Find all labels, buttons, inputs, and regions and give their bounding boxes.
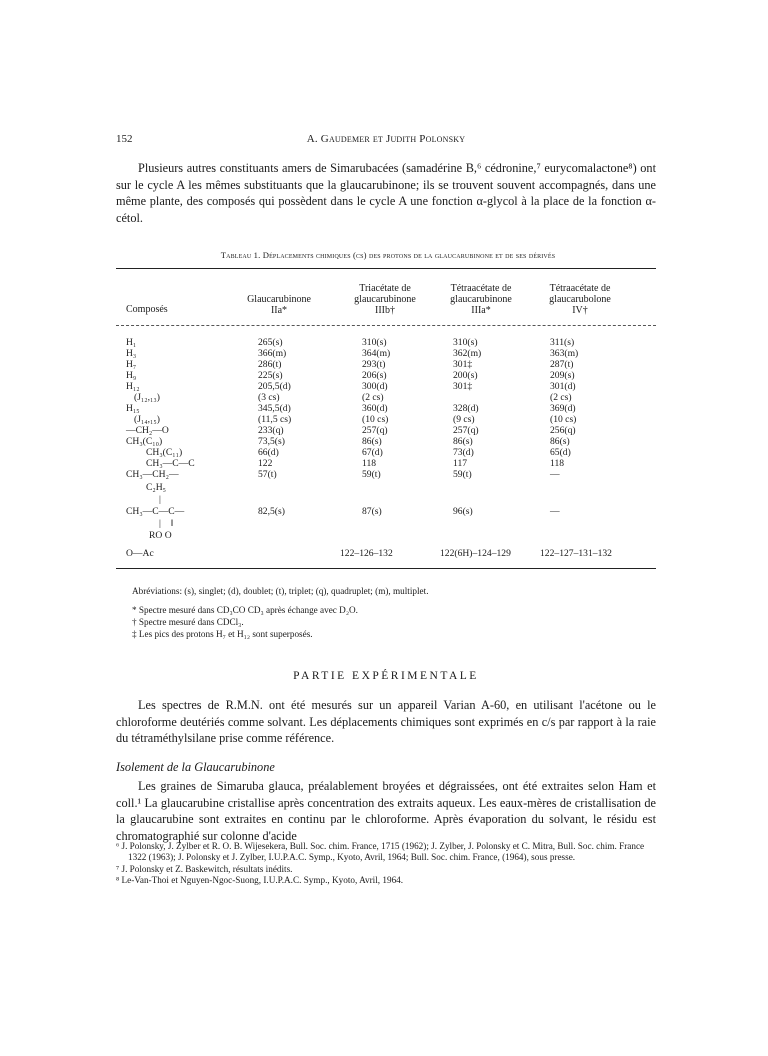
table-row: (J₁₂,₁₃) (3 cs) (2 cs) (2 cs): [134, 392, 572, 403]
table-row: H₇ 286(t) 293(t) 301‡ 287(t): [126, 359, 574, 370]
table-row: CH₃—CH₂— 57(t) 59(t) 59(t) —: [126, 469, 560, 480]
table-bottom-rule: [116, 568, 656, 569]
table-footnote: ‡ Les pics des protons H₇ et H₁₂ sont superposés.: [132, 629, 313, 639]
references: [116, 841, 656, 887]
reference-item: ⁸ Le-Van-Thoi et Nguyen-Ngoc-Suong, I.U.P.A.C. Symp., Kyoto, Avril, 1964.: [116, 875, 404, 886]
page-header: [116, 133, 656, 149]
table-header-rule: [116, 325, 656, 326]
table-row: CH₃—C—C 122 118 117 118: [146, 458, 565, 469]
table-row-oac: O—Ac 122–126–132 122(6H)–124–129 122–127–131–132: [126, 548, 612, 559]
column-header-tetraacetate-glaucarubolone: Tétraacétate de glaucarubolone IV†: [549, 283, 611, 316]
page-number: 152: [116, 133, 133, 145]
column-header-composes: Composés: [126, 304, 168, 315]
table-footnote: * Spectre mesuré dans CD₃CO CD₃ après échange avec D₂O.: [132, 605, 358, 615]
experimental-paragraph: Les spectres de R.M.N. ont été mesurés sur un appareil Varian A-60, en utilisant l'acétone ou le chloroforme deutériés comme solvant. Les déplacements chimiques sont exprimés en c/s par rapport à la raie du tétraméthylsilane prise comme référence.: [116, 698, 656, 746]
table-row: CH₃(C₁₀) 73,5(s) 86(s) 86(s) 86(s): [126, 436, 570, 447]
ro-o-label: RO O: [149, 530, 172, 541]
column-header-triacetate: Triacétate de glaucarubinone IIIb†: [354, 283, 416, 316]
table-row: H₃ 366(m) 364(m) 362(m) 363(m): [126, 348, 579, 359]
bond-line: |: [159, 494, 161, 505]
table-row: CH₃(C₁₁) 66(d) 67(d) 73(d) 65(d): [146, 447, 571, 458]
column-header-tetraacetate-glaucarubinone: Tétraacétate de glaucarubinone IIIa*: [450, 283, 512, 316]
table-row: H₁₂ 205,5(d) 300(d) 301‡ 301(d): [126, 381, 576, 392]
reference-item: ⁷ J. Polonsky et Z. Baskewitch, résultats inédits.: [116, 863, 293, 874]
ethyl-substituent-label: C₂H₅: [146, 482, 167, 493]
bond-lines: | ‖: [159, 518, 174, 529]
table-row: CH₃—C—C— 82,5(s) 87(s) 96(s) —: [126, 506, 560, 517]
reference-item: ⁶ J. Polonsky, J. Zylber et R. O. B. Wijesekera, Bull. Soc. chim. France, 1715 (1962); J. Zylber, J. Polonsky et C. Mitra, Bull. Soc. chim. France 1322 (1963); J. Polonsky et J. Zylber, I.U.P.A.C. Symp., Kyoto, Avril, 1964; Bull. Soc. chim. France, (1964), sous presse.: [116, 841, 645, 863]
table-row: H₉ 225(s) 206(s) 200(s) 209(s): [126, 370, 575, 381]
subsection-heading: Isolement de la Glaucarubinone: [116, 760, 275, 774]
running-authors: A. Gaudemer et Judith Polonsky: [306, 133, 466, 145]
table-row: H₁₅ 345,5(d) 360(d) 328(d) 369(d): [126, 403, 576, 414]
section-title: PARTIE EXPÉRIMENTALE: [293, 670, 479, 682]
table-top-rule: [116, 268, 656, 269]
table-row: (J₁₄,₁₅) (11,5 cs) (10 cs) (9 cs) (10 cs): [134, 414, 577, 425]
column-header-glaucarubinone: Glaucarubinone IIa*: [247, 294, 311, 316]
table-row: H₁ 265(s) 310(s) 310(s) 311(s): [126, 337, 575, 348]
table-abbreviations: Abréviations: (s), singlet; (d), doublet; (t), triplet; (q), quadruplet; (m), multiplet.: [132, 586, 429, 596]
isolation-paragraph: Les graines de Simaruba glauca, préalablement broyées et dégraissées, ont été extraites selon Ham et coll.¹ La glaucarubine cristallise après concentration des extraits aqueux. Les eaux-mères de cristallisation de la glaucarubine sont extraites en continu par le chloroforme. Après évaporation du solvant, le résidu est chromatographié sur colonne d'acide: [116, 779, 656, 843]
table-footnote: † Spectre mesuré dans CDCl₃.: [132, 617, 244, 627]
table-row: —CH₂—O 233(q) 257(q) 257(q) 256(q): [126, 425, 576, 436]
table-caption: Tableau 1. Déplacements chimiques (cs) des protons de la glaucarubinone et de ses dérivés: [220, 250, 556, 260]
intro-paragraph: Plusieurs autres constituants amers de Simarubacées (samadérine B,⁶ cédronine,⁷ eurycomalactone⁸) ont sur le cycle A les mêmes substituants que la glaucarubinone; ils se trouvent souvent accompagnés, dans une même plante, des composés qui possèdent dans le cycle A une fonction α-glycol à la place de la fonction α-cétol.: [116, 161, 656, 225]
